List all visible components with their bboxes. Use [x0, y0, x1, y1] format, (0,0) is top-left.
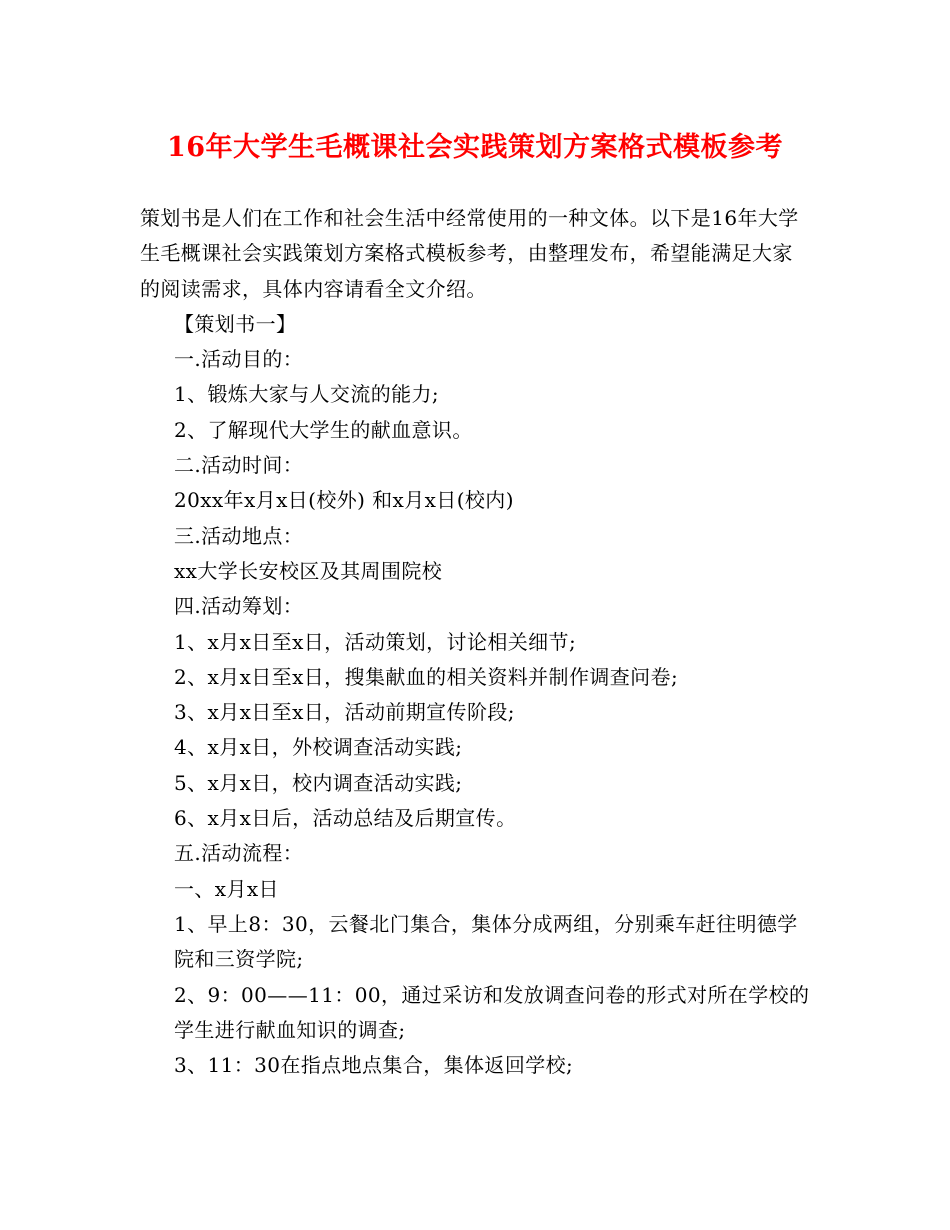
section-heading: 三.活动地点： — [174, 523, 304, 548]
list-item: 3、11：30在指点地点集合，集体返回学校; — [174, 1053, 574, 1078]
document-body — [140, 201, 812, 1083]
list-item: 2、了解现代大学生的献血意识。 — [174, 417, 473, 442]
section-heading: 五.活动流程： — [174, 841, 304, 866]
list-item: 2、x月x日至x日，搜集献血的相关资料并制作调查问卷; — [174, 664, 679, 689]
list-item: 1、x月x日至x日，活动策划，讨论相关细节; — [174, 629, 577, 654]
list-item: 5、x月x日，校内调查活动实践; — [174, 770, 463, 795]
paragraph: xx大学长安校区及其周围院校 — [174, 558, 443, 583]
section-heading: 一.活动目的： — [174, 347, 304, 372]
list-item: 3、x月x日至x日，活动前期宣传阶段; — [174, 700, 515, 725]
section-heading: 二.活动时间： — [174, 453, 304, 478]
intro-paragraph: 策划书是人们在工作和社会生活中经常使用的一种文体。以下是16年大学生毛概课社会实践策划方案格式模板参考，由整理发布，希望能满足大家的阅读需求，具体内容请看全文介绍。 — [140, 206, 799, 301]
subsection-heading: 一、x月x日 — [174, 876, 279, 901]
section-heading: 【策划书一】 — [174, 311, 297, 336]
section-heading: 四.活动筹划： — [174, 594, 304, 619]
list-item: 1、早上8：30，云餐北门集合，集体分成两组，分别乘车赶往明德学院和三资学院; — [174, 911, 798, 972]
list-item: 2、9：00——11：00，通过采访和发放调查问卷的形式对所在学校的学生进行献血知识的调查; — [174, 982, 810, 1042]
list-item: 1、锻炼大家与人交流的能力; — [174, 382, 440, 407]
paragraph: 20xx年x月x日(校外) 和x月x日(校内) — [174, 488, 514, 513]
list-item: 6、x月x日后，活动总结及后期宣传。 — [174, 806, 517, 831]
document-title: 16年大学生毛概课社会实践策划方案格式模板参考 — [166, 132, 784, 163]
list-item: 4、x月x日，外校调查活动实践; — [174, 735, 463, 760]
